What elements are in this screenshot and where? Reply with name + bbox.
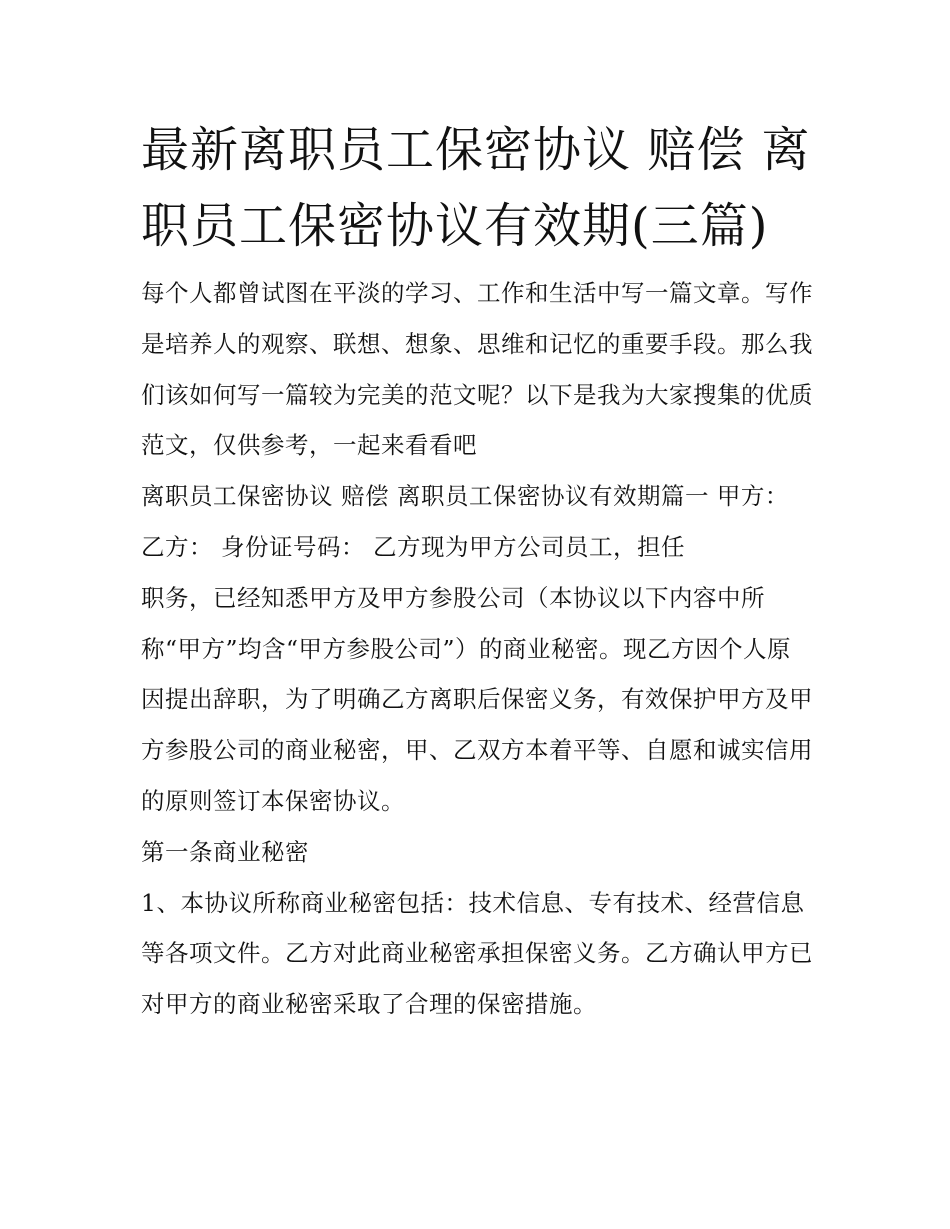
section-heading-line: 离职员工保密协议 赔偿 离职员工保密协议有效期篇一 甲方：: [141, 482, 789, 511]
article-1-item-1: 1、本协议所称商业秘密包括：技术信息、专有技术、经营信息等各项文件。乙方对此商业秘密承担保密义务。乙方确认甲方已对甲方的商业秘密采取了合理的保密措施。: [141, 888, 813, 1019]
document-title: 最新离职员工保密协议 赔偿 离职员工保密协议有效期(三篇): [141, 122, 811, 254]
intro-paragraph: 每个人都曾试图在平淡的学习、工作和生活中写一篇文章。写作是培养人的观察、联想、想象、思维和记忆的重要手段。那么我们该如何写一篇较为完美的范文呢？以下是我为大家搜集的优质范文，仅供参考，一起来看看吧: [141, 279, 813, 460]
party-line: 乙方： 身份证号码： 乙方现为甲方公司员工，担任: [141, 532, 685, 561]
body-paragraph: 职务，已经知悉甲方及甲方参股公司（本协议以下内容中所称“甲方”均含“甲方参股公司”）的商业秘密。现乙方因个人原因提出辞职，为了明确乙方离职后保密义务，有效保护甲方及甲方参股公司的商业秘密，甲、乙双方本着平等、自愿和诚实信用的原则签订本保密协议。: [141, 583, 813, 815]
article-1-heading: 第一条商业秘密: [141, 837, 309, 866]
document-content: [141, 112, 813, 1030]
